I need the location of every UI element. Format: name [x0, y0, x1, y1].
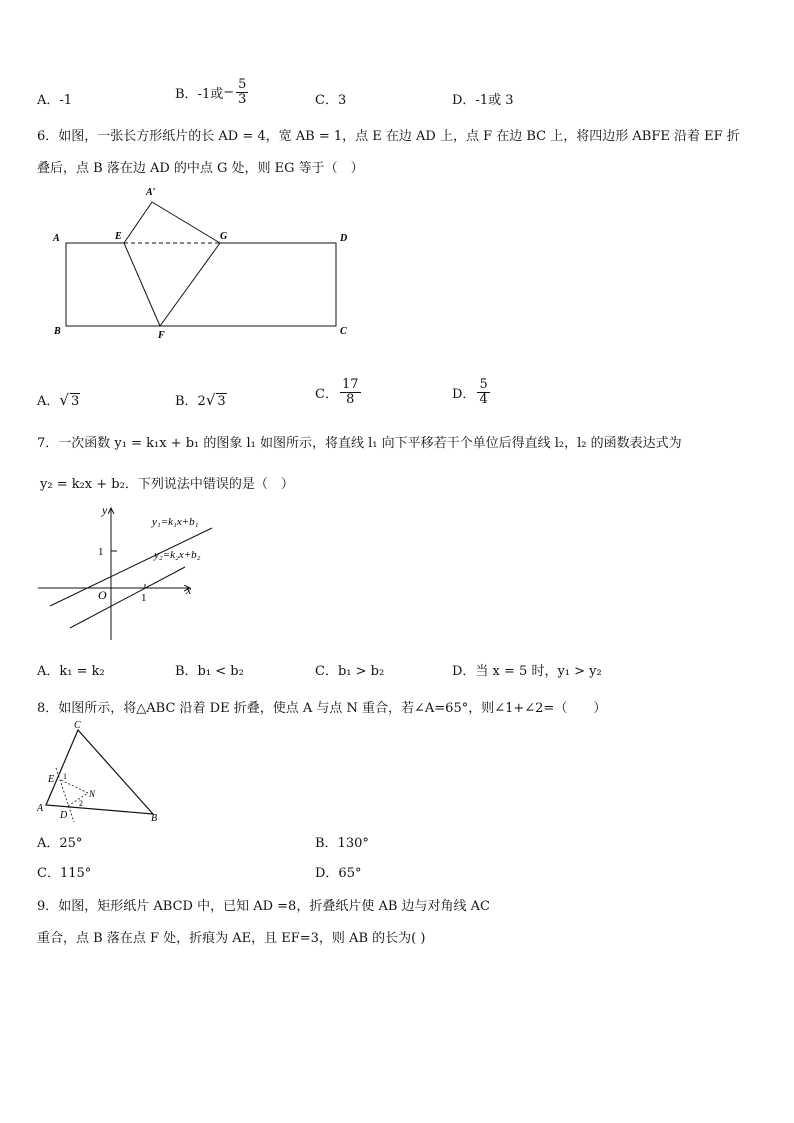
axis-label-x: x: [186, 583, 192, 597]
q8-option-a: A．25°: [37, 836, 83, 851]
fraction-denominator: 4: [479, 391, 488, 407]
fraction-numerator: 5: [479, 377, 488, 392]
segment-gf: [160, 243, 220, 326]
sqrt-radicand: 3: [70, 394, 80, 409]
label-n: N: [89, 789, 96, 799]
label-d: D: [60, 810, 68, 821]
segment-en: [61, 780, 88, 793]
q8-triangle-fold-figure: [32, 718, 167, 826]
q9-stem-line2: 重合，点 B 落在点 F 处，折痕为 AE，且 EF=3，则 AB 的长为( ): [37, 931, 426, 946]
q7-option-a: A．k₁ = k₂: [37, 664, 105, 679]
q6-stem-line2: 叠后，点 B 落在边 AD 的中点 G 处，则 EG 等于（ ）: [37, 161, 364, 176]
q7-stem-line1: 7．一次函数 y₁ = k₁x + b₁ 的图象 l₁ 如图所示，将直线 l₁ 向下平移若干个单位后得直线 l₂，l₂ 的函数表达式为: [37, 436, 682, 451]
rectangle-abcd: [66, 243, 336, 326]
line-l2-label: y₂=k₂x+b₂: [154, 549, 201, 561]
label-e: E: [48, 774, 55, 785]
q8-stem-line1: 8．如图所示，将△ABC 沿着 DE 折叠，使点 A 与点 N 重合，若∠A=65°，则∠1+∠2=（ ）: [37, 701, 607, 716]
q6-option-a-prefix: A．: [37, 394, 60, 409]
q7-option-b: B．b₁ < b₂: [175, 664, 244, 679]
label-b: B: [54, 326, 61, 337]
label-angle-2: 2: [79, 799, 83, 808]
q5-option-b-fraction: [236, 78, 248, 106]
q5-option-b-prefix: B．-1或: [175, 86, 224, 102]
label-a: A: [53, 233, 60, 244]
x-tick-label: 1: [141, 592, 147, 604]
q5-option-d: D．-1或 3: [452, 93, 514, 108]
label-angle-1: 1: [63, 772, 67, 781]
q6-option-b: B．2√ 3: [175, 391, 226, 409]
q6-option-c: [315, 378, 363, 406]
segment-ea-prime: [124, 202, 152, 243]
q5-option-b-minus: −: [223, 84, 235, 100]
line-l2: [70, 567, 185, 628]
q6-option-b-prefix: B．2: [175, 394, 206, 409]
label-c: C: [74, 720, 81, 731]
line-l1-label: y₁=k₁x+b₁: [152, 516, 199, 528]
q5-option-b: [175, 78, 250, 106]
q6-stem-line1: 6．如图，一张长方形纸片的长 AD = 4，宽 AB = 1，点 E 在边 AD 上，点 F 在边 BC 上，将四边形 ABFE 沿着 EF 折: [37, 129, 740, 144]
label-f: F: [158, 330, 165, 341]
segment-dn: [68, 793, 88, 806]
label-e: E: [115, 231, 122, 242]
sqrt-radicand: 3: [217, 394, 226, 409]
q6-option-d-prefix: D．: [452, 386, 476, 402]
q6-option-a: A．√ 3: [37, 391, 80, 409]
fraction-numerator: 17: [341, 377, 359, 392]
q7-option-c: C．b₁ > b₂: [315, 664, 385, 679]
q7-linear-function-graph: [30, 500, 230, 645]
label-c: C: [340, 326, 347, 337]
label-a-prime: A′: [146, 187, 156, 198]
q6-option-c-fraction: [340, 378, 361, 406]
label-b: B: [151, 813, 158, 824]
label-a: A: [37, 803, 44, 814]
fraction-denominator: 8: [346, 391, 355, 407]
q7-option-d: D．当 x = 5 时，y₁ > y₂: [452, 664, 602, 679]
fraction-denominator: 3: [238, 91, 247, 107]
q6-option-d: [452, 378, 492, 406]
q5-option-a: A．-1: [37, 93, 73, 108]
segment-ef: [124, 243, 160, 326]
fraction-numerator: 5: [238, 77, 247, 92]
q9-stem-line1: 9．如图，矩形纸片 ABCD 中，已知 AD =8，折叠纸片使 AB 边与对角线 AC: [37, 899, 491, 914]
axis-label-y: y: [102, 503, 108, 517]
q8-option-c: C．115°: [37, 866, 92, 881]
origin-label: O: [98, 588, 107, 602]
q6-option-c-prefix: C．: [315, 386, 338, 402]
y-tick-label: 1: [98, 546, 104, 558]
segment-a-prime-g: [152, 202, 220, 243]
label-g: G: [220, 231, 228, 242]
q6-option-d-fraction: [477, 378, 489, 406]
q7-stem-line2: y₂ = k₂x + b₂．下列说法中错误的是（ ）: [40, 477, 294, 492]
label-d: D: [340, 233, 348, 244]
q6-rectangle-fold-figure: [40, 180, 370, 345]
q8-option-d: D．65°: [315, 866, 362, 881]
q8-option-b: B．130°: [315, 836, 369, 851]
q5-option-c: C．3: [315, 93, 347, 108]
